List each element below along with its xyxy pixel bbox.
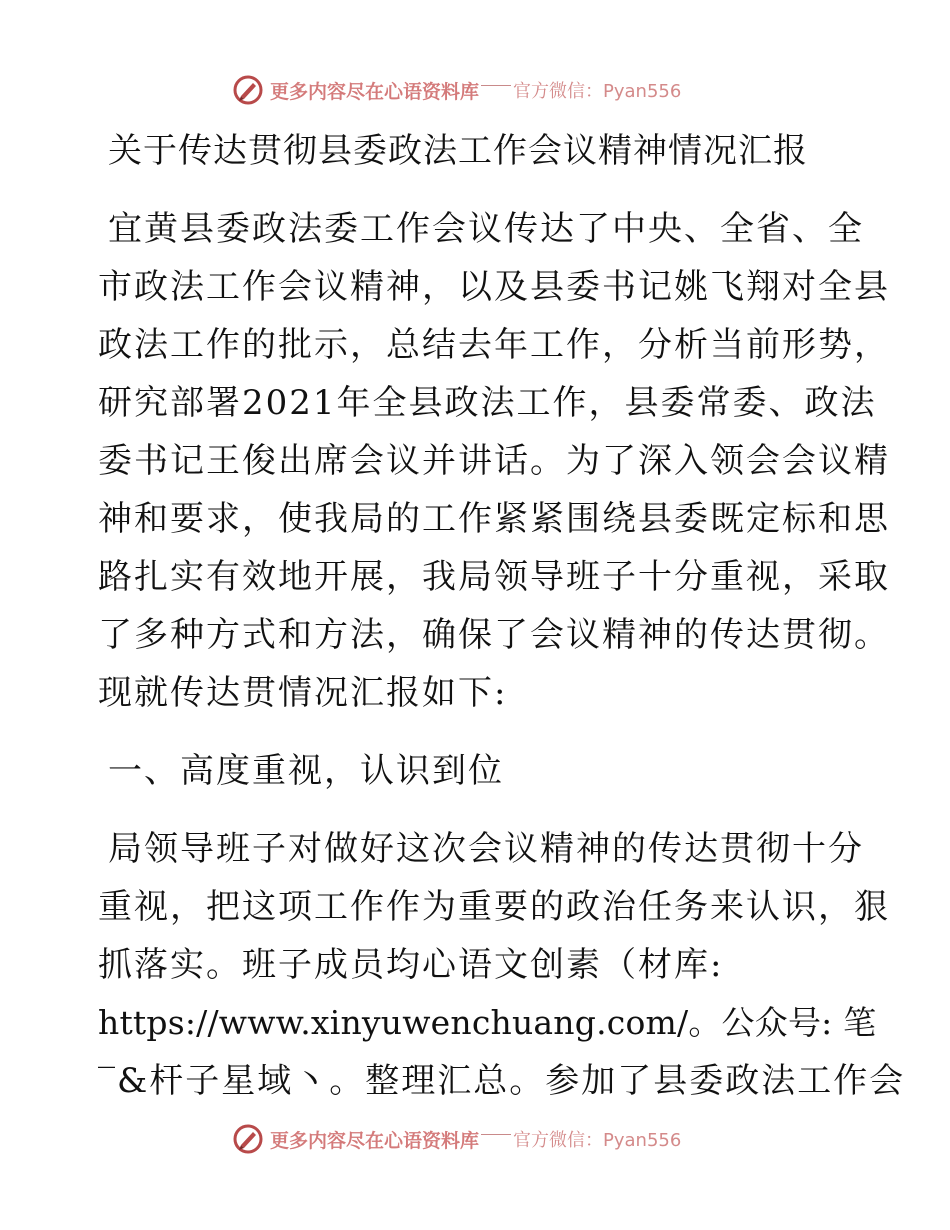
text-line: ‾&杆子星域丶。整理汇总。参加了县委政法工作会	[98, 1061, 906, 1101]
text-line: 抓落实。班子成员均心语文创素（材库:	[98, 945, 724, 985]
wechat-contact-text: 官方微信：Pyan556	[513, 81, 682, 102]
text-line: 市政法工作会议精神，以及县委书记姚飞翔对全县	[98, 267, 890, 307]
text-line: 了多种方式和方法，确保了会议精神的传达贯彻。	[98, 615, 890, 655]
header-watermark-banner	[232, 72, 732, 108]
wechat-contact-text: 官方微信：Pyan556	[513, 1130, 682, 1151]
pen-logo-icon	[232, 1123, 264, 1155]
banner-dash	[481, 1134, 511, 1135]
promo-text: 更多内容尽在心语资料库	[270, 80, 480, 103]
promo-text: 更多内容尽在心语资料库	[270, 1129, 480, 1152]
text-line: 局领导班子对做好这次会议精神的传达贯彻十分	[108, 829, 864, 869]
banner-dash	[481, 85, 511, 86]
section-heading: 一、高度重视，认识到位	[108, 751, 504, 791]
document-body	[98, 122, 906, 1110]
text-line: 现就传达贯情况汇报如下:	[98, 673, 508, 713]
text-line: 政法工作的批示，总结去年工作，分析当前形势，	[98, 325, 890, 365]
paragraph-2	[98, 820, 906, 1110]
text-line-url: https://www.xinyuwenchuang.com/。公众号: 笔	[98, 1003, 877, 1042]
text-line: 神和要求，使我局的工作紧紧围绕县委既定标和思	[98, 499, 890, 539]
text-line: 重视，把这项工作作为重要的政治任务来认识，狠	[98, 887, 890, 927]
text-line: 路扎实有效地开展，我局领导班子十分重视，采取	[98, 557, 890, 597]
text-line: 委书记王俊出席会议并讲话。为了深入领会会议精	[98, 441, 890, 481]
text-line: 研究部署2021年全县政法工作，县委常委、政法	[98, 383, 877, 423]
text-line: 宜黄县委政法委工作会议传达了中央、全省、全	[108, 209, 864, 249]
paragraph-1	[98, 200, 890, 722]
pen-logo-icon	[232, 74, 264, 106]
footer-watermark-banner	[232, 1121, 732, 1157]
document-title: 关于传达贯彻县委政法工作会议精神情况汇报	[108, 131, 808, 171]
